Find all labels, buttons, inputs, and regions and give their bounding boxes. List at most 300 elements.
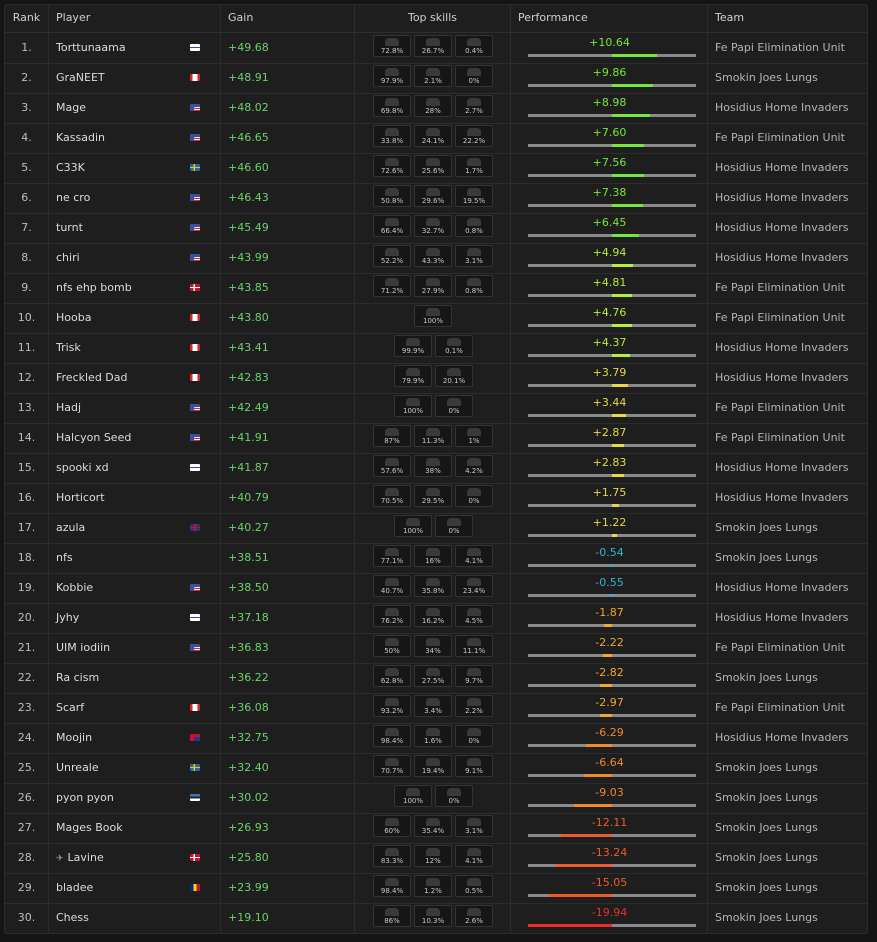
table-row[interactable]	[5, 873, 867, 904]
skill-badge[interactable]	[455, 185, 493, 207]
skill-percent: 1.2%	[424, 887, 442, 895]
helmet-icon	[406, 398, 420, 406]
performance-bar-fill	[612, 84, 653, 87]
player-name[interactable]: turnt	[56, 221, 83, 234]
skill-badge[interactable]	[435, 335, 473, 357]
skill-badge[interactable]	[373, 665, 411, 687]
player-name[interactable]: Lavine	[67, 851, 104, 864]
performance-bar-fill	[612, 504, 619, 507]
table-row[interactable]	[5, 633, 867, 664]
player-name[interactable]: bladee	[56, 881, 94, 894]
player-cell[interactable]	[48, 393, 220, 423]
player-name[interactable]: Trisk	[56, 341, 81, 354]
team-cell[interactable]: Hosidius Home Invaders	[707, 483, 867, 513]
skill-percent: 79.9%	[401, 377, 425, 385]
skill-badge[interactable]	[414, 755, 452, 777]
skill-badge[interactable]	[455, 575, 493, 597]
header-rank[interactable]: Rank	[12, 11, 41, 24]
skill-percent: 33.8%	[380, 137, 404, 145]
skill-percent: 87%	[384, 437, 400, 445]
skill-badge[interactable]	[414, 305, 452, 327]
helmet-icon	[426, 638, 440, 646]
player-cell[interactable]	[48, 63, 220, 93]
skill-badge[interactable]	[414, 245, 452, 267]
skill-badge[interactable]	[455, 905, 493, 927]
skill-badge[interactable]	[373, 95, 411, 117]
player-cell[interactable]	[48, 213, 220, 243]
player-name[interactable]: nfs	[56, 551, 73, 564]
skill-percent: 70.7%	[380, 767, 404, 775]
country-flag-icon	[190, 734, 200, 741]
table-row[interactable]	[5, 723, 867, 754]
table-row[interactable]	[5, 783, 867, 814]
country-flag-icon	[190, 884, 200, 891]
helmet-icon	[467, 608, 481, 616]
team-cell[interactable]: Fe Papi Elimination Unit	[707, 633, 867, 663]
player-cell[interactable]	[48, 573, 220, 603]
player-cell[interactable]	[48, 663, 220, 693]
player-cell[interactable]	[48, 543, 220, 573]
skill-percent: 2.6%	[465, 917, 483, 925]
skill-badge[interactable]	[455, 635, 493, 657]
helmet-icon	[385, 608, 399, 616]
player-name[interactable]: Scarf	[56, 701, 85, 714]
top-skills-cell	[354, 783, 510, 813]
performance-cell	[510, 333, 707, 363]
skill-percent: 100%	[402, 797, 423, 805]
skill-badge[interactable]	[373, 485, 411, 507]
player-name[interactable]: azula	[56, 521, 86, 534]
skill-badge[interactable]	[414, 905, 452, 927]
header-team[interactable]: Team	[707, 5, 867, 32]
team-cell[interactable]: Smokin Joes Lungs	[707, 783, 867, 813]
skill-percent: 2.2%	[465, 707, 483, 715]
skill-badge[interactable]	[455, 605, 493, 627]
table-row[interactable]	[5, 483, 867, 514]
performance-bar	[528, 594, 696, 597]
team-cell[interactable]: Hosidius Home Invaders	[707, 453, 867, 483]
helmet-icon	[426, 308, 440, 316]
player-cell[interactable]	[48, 33, 220, 63]
player-cell[interactable]	[48, 423, 220, 453]
skill-badge[interactable]	[455, 245, 493, 267]
player-cell[interactable]	[48, 813, 220, 843]
skill-badge[interactable]	[373, 245, 411, 267]
skill-badge[interactable]	[414, 665, 452, 687]
country-flag-icon	[190, 404, 200, 411]
skill-badge[interactable]	[455, 95, 493, 117]
performance-cell	[510, 483, 707, 513]
player-name[interactable]: Moojin	[56, 731, 93, 744]
performance-bar	[528, 534, 696, 537]
player-name[interactable]: Horticort	[56, 491, 105, 504]
helmet-icon	[467, 668, 481, 676]
performance-bar	[528, 624, 696, 627]
player-cell[interactable]	[48, 153, 220, 183]
player-cell[interactable]	[48, 333, 220, 363]
rank-cell: 10.	[17, 311, 36, 324]
team-cell[interactable]: Smokin Joes Lungs	[707, 873, 867, 903]
helmet-icon	[385, 428, 399, 436]
helmet-icon	[406, 338, 420, 346]
performance-bar	[528, 204, 696, 207]
team-cell[interactable]: Hosidius Home Invaders	[707, 243, 867, 273]
player-name[interactable]: GraNEET	[56, 71, 105, 84]
skill-badge[interactable]	[414, 695, 452, 717]
skill-badge[interactable]	[373, 815, 411, 837]
performance-value: -2.22	[595, 636, 624, 649]
skill-badge[interactable]	[455, 155, 493, 177]
skill-badge[interactable]	[373, 185, 411, 207]
skill-badge[interactable]	[455, 695, 493, 717]
player-name[interactable]: nfs ehp bomb	[56, 281, 132, 294]
player-cell[interactable]	[48, 753, 220, 783]
player-cell[interactable]	[48, 243, 220, 273]
skill-percent: 100%	[402, 407, 423, 415]
skill-badge[interactable]	[435, 785, 473, 807]
skill-badge[interactable]	[455, 815, 493, 837]
helmet-icon	[426, 698, 440, 706]
team-cell[interactable]: Fe Papi Elimination Unit	[707, 393, 867, 423]
skill-badge[interactable]	[435, 395, 473, 417]
player-cell[interactable]	[48, 483, 220, 513]
table-row[interactable]	[5, 753, 867, 784]
player-name[interactable]: Kobbie	[56, 581, 94, 594]
team-cell[interactable]: Hosidius Home Invaders	[707, 573, 867, 603]
helmet-icon	[426, 728, 440, 736]
team-cell[interactable]: Smokin Joes Lungs	[707, 663, 867, 693]
player-name[interactable]: Halcyon Seed	[56, 431, 132, 444]
performance-bar	[528, 54, 696, 57]
player-name[interactable]: Freckled Dad	[56, 371, 128, 384]
gain-cell: +41.91	[220, 423, 354, 453]
gain-cell: +36.83	[220, 633, 354, 663]
skill-badge[interactable]	[373, 695, 411, 717]
gain-cell: +49.68	[220, 33, 354, 63]
performance-cell	[510, 783, 707, 813]
performance-bar	[528, 774, 696, 777]
player-cell[interactable]	[48, 783, 220, 813]
player-cell[interactable]	[48, 843, 220, 873]
team-cell[interactable]: Fe Papi Elimination Unit	[707, 273, 867, 303]
performance-cell	[510, 723, 707, 753]
performance-bar	[528, 504, 696, 507]
skill-badge[interactable]	[373, 875, 411, 897]
player-name[interactable]: Kassadin	[56, 131, 105, 144]
skill-percent: 27.5%	[421, 677, 445, 685]
player-cell[interactable]	[48, 273, 220, 303]
team-cell[interactable]: Fe Papi Elimination Unit	[707, 33, 867, 63]
skill-badge[interactable]	[414, 605, 452, 627]
skill-badge[interactable]	[414, 635, 452, 657]
skill-badge[interactable]	[394, 365, 432, 387]
table-row[interactable]	[5, 63, 867, 94]
country-flag-icon	[190, 254, 200, 261]
player-cell[interactable]	[48, 183, 220, 213]
player-cell[interactable]	[48, 513, 220, 543]
skill-percent: 98.4%	[380, 737, 404, 745]
skill-percent: 4.2%	[465, 467, 483, 475]
top-skills-cell	[354, 183, 510, 213]
header-player[interactable]: Player	[48, 5, 220, 32]
performance-bar	[528, 84, 696, 87]
team-cell[interactable]: Hosidius Home Invaders	[707, 603, 867, 633]
skill-badge[interactable]	[414, 65, 452, 87]
performance-cell	[510, 123, 707, 153]
player-name[interactable]: Unreale	[56, 761, 99, 774]
player-cell[interactable]	[48, 453, 220, 483]
skill-badge[interactable]	[373, 755, 411, 777]
performance-bar	[528, 264, 696, 267]
gain-cell: +32.40	[220, 753, 354, 783]
team-cell[interactable]: Smokin Joes Lungs	[707, 63, 867, 93]
team-cell[interactable]: Hosidius Home Invaders	[707, 723, 867, 753]
player-cell[interactable]	[48, 873, 220, 903]
table-row[interactable]	[5, 423, 867, 454]
skill-percent: 86%	[384, 917, 400, 925]
performance-cell	[510, 573, 707, 603]
player-name[interactable]: UIM iodiin	[56, 641, 111, 654]
skill-percent: 43.3%	[421, 257, 445, 265]
team-cell[interactable]: Smokin Joes Lungs	[707, 513, 867, 543]
performance-bar-fill	[612, 384, 628, 387]
skill-badge[interactable]	[414, 185, 452, 207]
skill-badge[interactable]	[373, 725, 411, 747]
skill-badge[interactable]	[373, 125, 411, 147]
country-flag-icon	[190, 704, 200, 711]
performance-bar-fill	[604, 624, 612, 627]
performance-bar-fill	[561, 834, 612, 837]
skill-badge[interactable]	[455, 545, 493, 567]
table-row[interactable]	[5, 693, 867, 724]
skill-badge[interactable]	[414, 425, 452, 447]
top-skills-cell	[354, 843, 510, 873]
helmet-icon	[426, 608, 440, 616]
skill-badge[interactable]	[455, 665, 493, 687]
table-row[interactable]	[5, 813, 867, 844]
team-cell[interactable]: Hosidius Home Invaders	[707, 333, 867, 363]
performance-bar-fill	[612, 174, 644, 177]
table-row[interactable]	[5, 213, 867, 244]
team-cell[interactable]: Fe Papi Elimination Unit	[707, 123, 867, 153]
team-cell[interactable]: Smokin Joes Lungs	[707, 843, 867, 873]
skill-badge[interactable]	[455, 875, 493, 897]
table-row[interactable]	[5, 153, 867, 184]
skill-badge[interactable]	[414, 275, 452, 297]
performance-bar-fill	[612, 474, 624, 477]
rank-cell: 19.	[17, 581, 36, 594]
player-name[interactable]: pyon pyon	[56, 791, 114, 804]
player-name[interactable]: C33K	[56, 161, 85, 174]
player-name[interactable]: Hooba	[56, 311, 92, 324]
player-cell[interactable]	[48, 903, 220, 933]
table-row[interactable]	[5, 93, 867, 124]
table-row[interactable]	[5, 663, 867, 694]
team-cell[interactable]: Fe Papi Elimination Unit	[707, 423, 867, 453]
skill-badge[interactable]	[455, 275, 493, 297]
helmet-icon	[385, 128, 399, 136]
performance-value: +3.44	[592, 396, 627, 409]
player-name[interactable]: Jyhy	[56, 611, 80, 624]
table-row[interactable]	[5, 573, 867, 604]
player-name[interactable]: chiri	[56, 251, 80, 264]
skill-badge[interactable]	[414, 485, 452, 507]
skill-badge[interactable]	[455, 845, 493, 867]
table-row[interactable]	[5, 843, 867, 874]
skill-badge[interactable]	[414, 815, 452, 837]
skill-badge[interactable]	[414, 575, 452, 597]
team-cell[interactable]: Hosidius Home Invaders	[707, 213, 867, 243]
player-name[interactable]: Mage	[56, 101, 86, 114]
team-cell[interactable]: Hosidius Home Invaders	[707, 183, 867, 213]
player-cell[interactable]	[48, 603, 220, 633]
skill-badge[interactable]	[455, 755, 493, 777]
helmet-icon	[467, 98, 481, 106]
skill-badge[interactable]	[455, 425, 493, 447]
skill-badge[interactable]	[414, 875, 452, 897]
skill-badge[interactable]	[373, 425, 411, 447]
skill-badge[interactable]	[373, 575, 411, 597]
player-name[interactable]: spooki xd	[56, 461, 109, 474]
team-cell[interactable]: Fe Papi Elimination Unit	[707, 303, 867, 333]
skill-badge[interactable]	[414, 215, 452, 237]
helmet-icon	[447, 788, 461, 796]
performance-bar	[528, 654, 696, 657]
performance-value: +9.86	[592, 66, 627, 79]
player-name[interactable]: Mages Book	[56, 821, 123, 834]
performance-value: +4.81	[592, 276, 627, 289]
skill-badge[interactable]	[455, 125, 493, 147]
table-row[interactable]	[5, 33, 867, 64]
skill-badge[interactable]	[394, 785, 432, 807]
table-row[interactable]	[5, 333, 867, 364]
skill-percent: 3.1%	[465, 257, 483, 265]
team-cell[interactable]: Hosidius Home Invaders	[707, 93, 867, 123]
team-cell[interactable]: Smokin Joes Lungs	[707, 813, 867, 843]
team-cell[interactable]: Fe Papi Elimination Unit	[707, 693, 867, 723]
skill-badge[interactable]	[373, 455, 411, 477]
skill-badge[interactable]	[373, 155, 411, 177]
skill-badge[interactable]	[373, 905, 411, 927]
player-cell[interactable]	[48, 93, 220, 123]
top-skills-cell	[354, 93, 510, 123]
skill-badge[interactable]	[373, 635, 411, 657]
skill-percent: 22.2%	[462, 137, 486, 145]
table-row[interactable]	[5, 303, 867, 334]
player-cell[interactable]	[48, 633, 220, 663]
skill-badge[interactable]	[373, 275, 411, 297]
skill-badge[interactable]	[394, 515, 432, 537]
skill-percent: 19.4%	[421, 767, 445, 775]
player-name[interactable]: Ra cism	[56, 671, 100, 684]
team-cell[interactable]: Smokin Joes Lungs	[707, 903, 867, 933]
skill-badge[interactable]	[455, 455, 493, 477]
player-name[interactable]: Torttunaama	[56, 41, 126, 54]
skill-badge[interactable]	[414, 95, 452, 117]
player-cell[interactable]	[48, 303, 220, 333]
team-cell[interactable]: Hosidius Home Invaders	[707, 363, 867, 393]
performance-value: -6.29	[595, 726, 624, 739]
top-skills-cell	[354, 573, 510, 603]
gain-cell: +46.43	[220, 183, 354, 213]
table-row[interactable]	[5, 453, 867, 484]
gain-cell: +41.87	[220, 453, 354, 483]
header-gain[interactable]: Gain	[220, 5, 354, 32]
skill-badge[interactable]	[373, 845, 411, 867]
table-row[interactable]	[5, 903, 867, 934]
table-row[interactable]	[5, 543, 867, 574]
skill-badge[interactable]	[455, 485, 493, 507]
skill-badge[interactable]	[414, 125, 452, 147]
table-row[interactable]	[5, 243, 867, 274]
table-row[interactable]	[5, 183, 867, 214]
table-row[interactable]	[5, 603, 867, 634]
player-name[interactable]: Hadj	[56, 401, 82, 414]
performance-bar	[528, 324, 696, 327]
skill-badge[interactable]	[373, 545, 411, 567]
table-row[interactable]	[5, 393, 867, 424]
player-cell[interactable]	[48, 723, 220, 753]
skill-badge[interactable]	[435, 515, 473, 537]
skill-badge[interactable]	[414, 155, 452, 177]
player-name[interactable]: ne cro	[56, 191, 91, 204]
player-cell[interactable]	[48, 363, 220, 393]
skill-percent: 50.8%	[380, 197, 404, 205]
team-cell[interactable]: Smokin Joes Lungs	[707, 753, 867, 783]
country-flag-icon	[190, 644, 200, 651]
team-cell[interactable]: Hosidius Home Invaders	[707, 153, 867, 183]
team-cell[interactable]: Smokin Joes Lungs	[707, 543, 867, 573]
helmet-icon	[426, 668, 440, 676]
skill-percent: 0%	[448, 527, 460, 535]
table-row[interactable]	[5, 513, 867, 544]
skill-percent: 1.6%	[424, 737, 442, 745]
skill-badge[interactable]	[414, 35, 452, 57]
skill-badge[interactable]	[373, 35, 411, 57]
table-row[interactable]	[5, 363, 867, 394]
performance-value: +7.56	[592, 156, 627, 169]
table-row[interactable]	[5, 123, 867, 154]
skill-badge[interactable]	[455, 65, 493, 87]
country-flag-icon	[190, 614, 200, 621]
skill-badge[interactable]	[455, 215, 493, 237]
skill-badge[interactable]	[394, 395, 432, 417]
skill-percent: 19.5%	[462, 197, 486, 205]
skill-badge[interactable]	[373, 215, 411, 237]
skill-badge[interactable]	[414, 725, 452, 747]
skill-badge[interactable]	[455, 725, 493, 747]
table-row[interactable]	[5, 273, 867, 304]
skill-badge[interactable]	[373, 605, 411, 627]
skill-percent: 20.1%	[442, 377, 466, 385]
skill-percent: 99.9%	[401, 347, 425, 355]
skill-badge[interactable]	[373, 65, 411, 87]
skill-percent: 66.4%	[380, 227, 404, 235]
skill-badge[interactable]	[414, 455, 452, 477]
player-cell[interactable]	[48, 693, 220, 723]
skill-badge[interactable]	[435, 365, 473, 387]
skill-badge[interactable]	[455, 35, 493, 57]
player-name[interactable]: Chess	[56, 911, 89, 924]
skill-badge[interactable]	[394, 335, 432, 357]
player-cell[interactable]	[48, 123, 220, 153]
skill-percent: 16.2%	[421, 617, 445, 625]
skill-badge[interactable]	[414, 845, 452, 867]
header-performance[interactable]: Performance	[510, 5, 707, 32]
performance-value: +8.98	[592, 96, 627, 109]
skill-badge[interactable]	[414, 545, 452, 567]
gain-cell: +38.51	[220, 543, 354, 573]
